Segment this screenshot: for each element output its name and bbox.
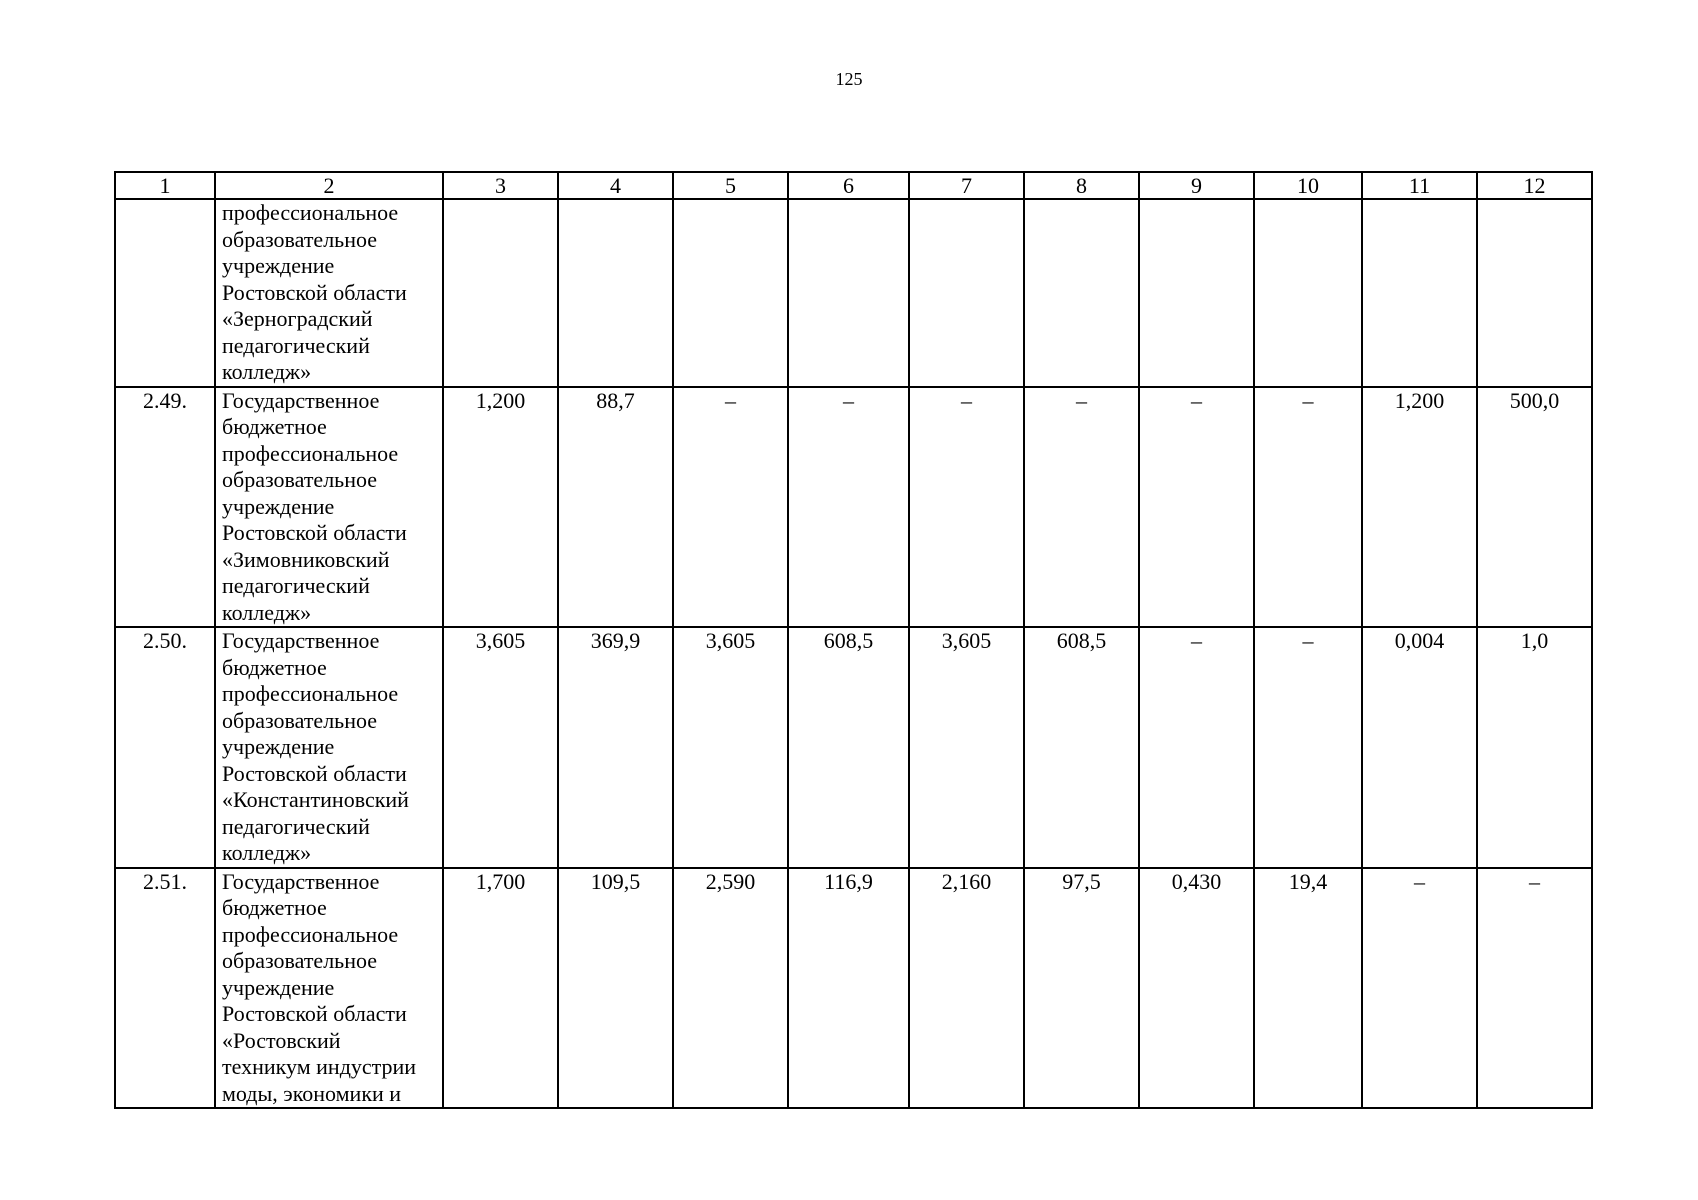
page-number: 125 (835, 69, 863, 89)
table-cell: 3,605 (443, 627, 558, 868)
column-header: 6 (788, 172, 909, 199)
table-cell: – (1254, 627, 1362, 868)
table-cell (788, 199, 909, 387)
column-header: 8 (1024, 172, 1139, 199)
column-header: 1 (115, 172, 215, 199)
column-header: 12 (1477, 172, 1592, 199)
table-cell (1477, 199, 1592, 387)
column-header: 3 (443, 172, 558, 199)
table-row (115, 868, 1592, 1109)
table-cell: 2,160 (909, 868, 1024, 1109)
column-header: 7 (909, 172, 1024, 199)
table-cell: 1,700 (443, 868, 558, 1109)
table-cell: – (673, 387, 788, 628)
table-cell: – (1477, 868, 1592, 1109)
table-cell: – (1024, 387, 1139, 628)
table-cell: 97,5 (1024, 868, 1139, 1109)
row-number: 2.50. (115, 627, 215, 868)
institution-name: Государственное бюджетное профессиональное образовательное учреждение Ростовской области «Зимовниковский педагогический колледж» (215, 387, 443, 628)
table-cell (558, 199, 673, 387)
table-row (115, 387, 1592, 628)
table-cell (1362, 199, 1477, 387)
row-number: 2.49. (115, 387, 215, 628)
column-header: 5 (673, 172, 788, 199)
column-header: 2 (215, 172, 443, 199)
institution-name: Государственное бюджетное профессиональное образовательное учреждение Ростовской области «Ростовский техникум индустрии моды, экономики и (215, 868, 443, 1109)
table-cell: – (1254, 387, 1362, 628)
column-header: 4 (558, 172, 673, 199)
table-header-row (115, 172, 1592, 199)
table-row (115, 199, 1592, 387)
column-header: 9 (1139, 172, 1254, 199)
table-cell: 0,430 (1139, 868, 1254, 1109)
table-cell: – (1139, 387, 1254, 628)
table-cell (909, 199, 1024, 387)
table-cell: 1,200 (1362, 387, 1477, 628)
table-cell: 19,4 (1254, 868, 1362, 1109)
table-cell (1254, 199, 1362, 387)
table-cell (443, 199, 558, 387)
table-cell: 2,590 (673, 868, 788, 1109)
table-cell: 3,605 (673, 627, 788, 868)
table-cell (673, 199, 788, 387)
table-cell: – (909, 387, 1024, 628)
table-cell: 116,9 (788, 868, 909, 1109)
table-cell: 109,5 (558, 868, 673, 1109)
data-table (114, 171, 1593, 1109)
table-cell: 1,0 (1477, 627, 1592, 868)
table-cell (1139, 199, 1254, 387)
table-cell: 1,200 (443, 387, 558, 628)
column-header: 11 (1362, 172, 1477, 199)
table-cell: 608,5 (788, 627, 909, 868)
row-number (115, 199, 215, 387)
institution-name: профессиональное образовательное учреждение Ростовской области «Зерноградский педагогический колледж» (215, 199, 443, 387)
table-row (115, 627, 1592, 868)
institution-name: Государственное бюджетное профессиональное образовательное учреждение Ростовской области «Константиновский педагогический колледж» (215, 627, 443, 868)
table-cell: 608,5 (1024, 627, 1139, 868)
table-cell: – (1139, 627, 1254, 868)
table-cell: – (1362, 868, 1477, 1109)
table-cell: 3,605 (909, 627, 1024, 868)
table-cell: – (788, 387, 909, 628)
table-cell: 0,004 (1362, 627, 1477, 868)
column-header: 10 (1254, 172, 1362, 199)
table-cell (1024, 199, 1139, 387)
row-number: 2.51. (115, 868, 215, 1109)
table-cell: 500,0 (1477, 387, 1592, 628)
table-cell: 369,9 (558, 627, 673, 868)
table-cell: 88,7 (558, 387, 673, 628)
